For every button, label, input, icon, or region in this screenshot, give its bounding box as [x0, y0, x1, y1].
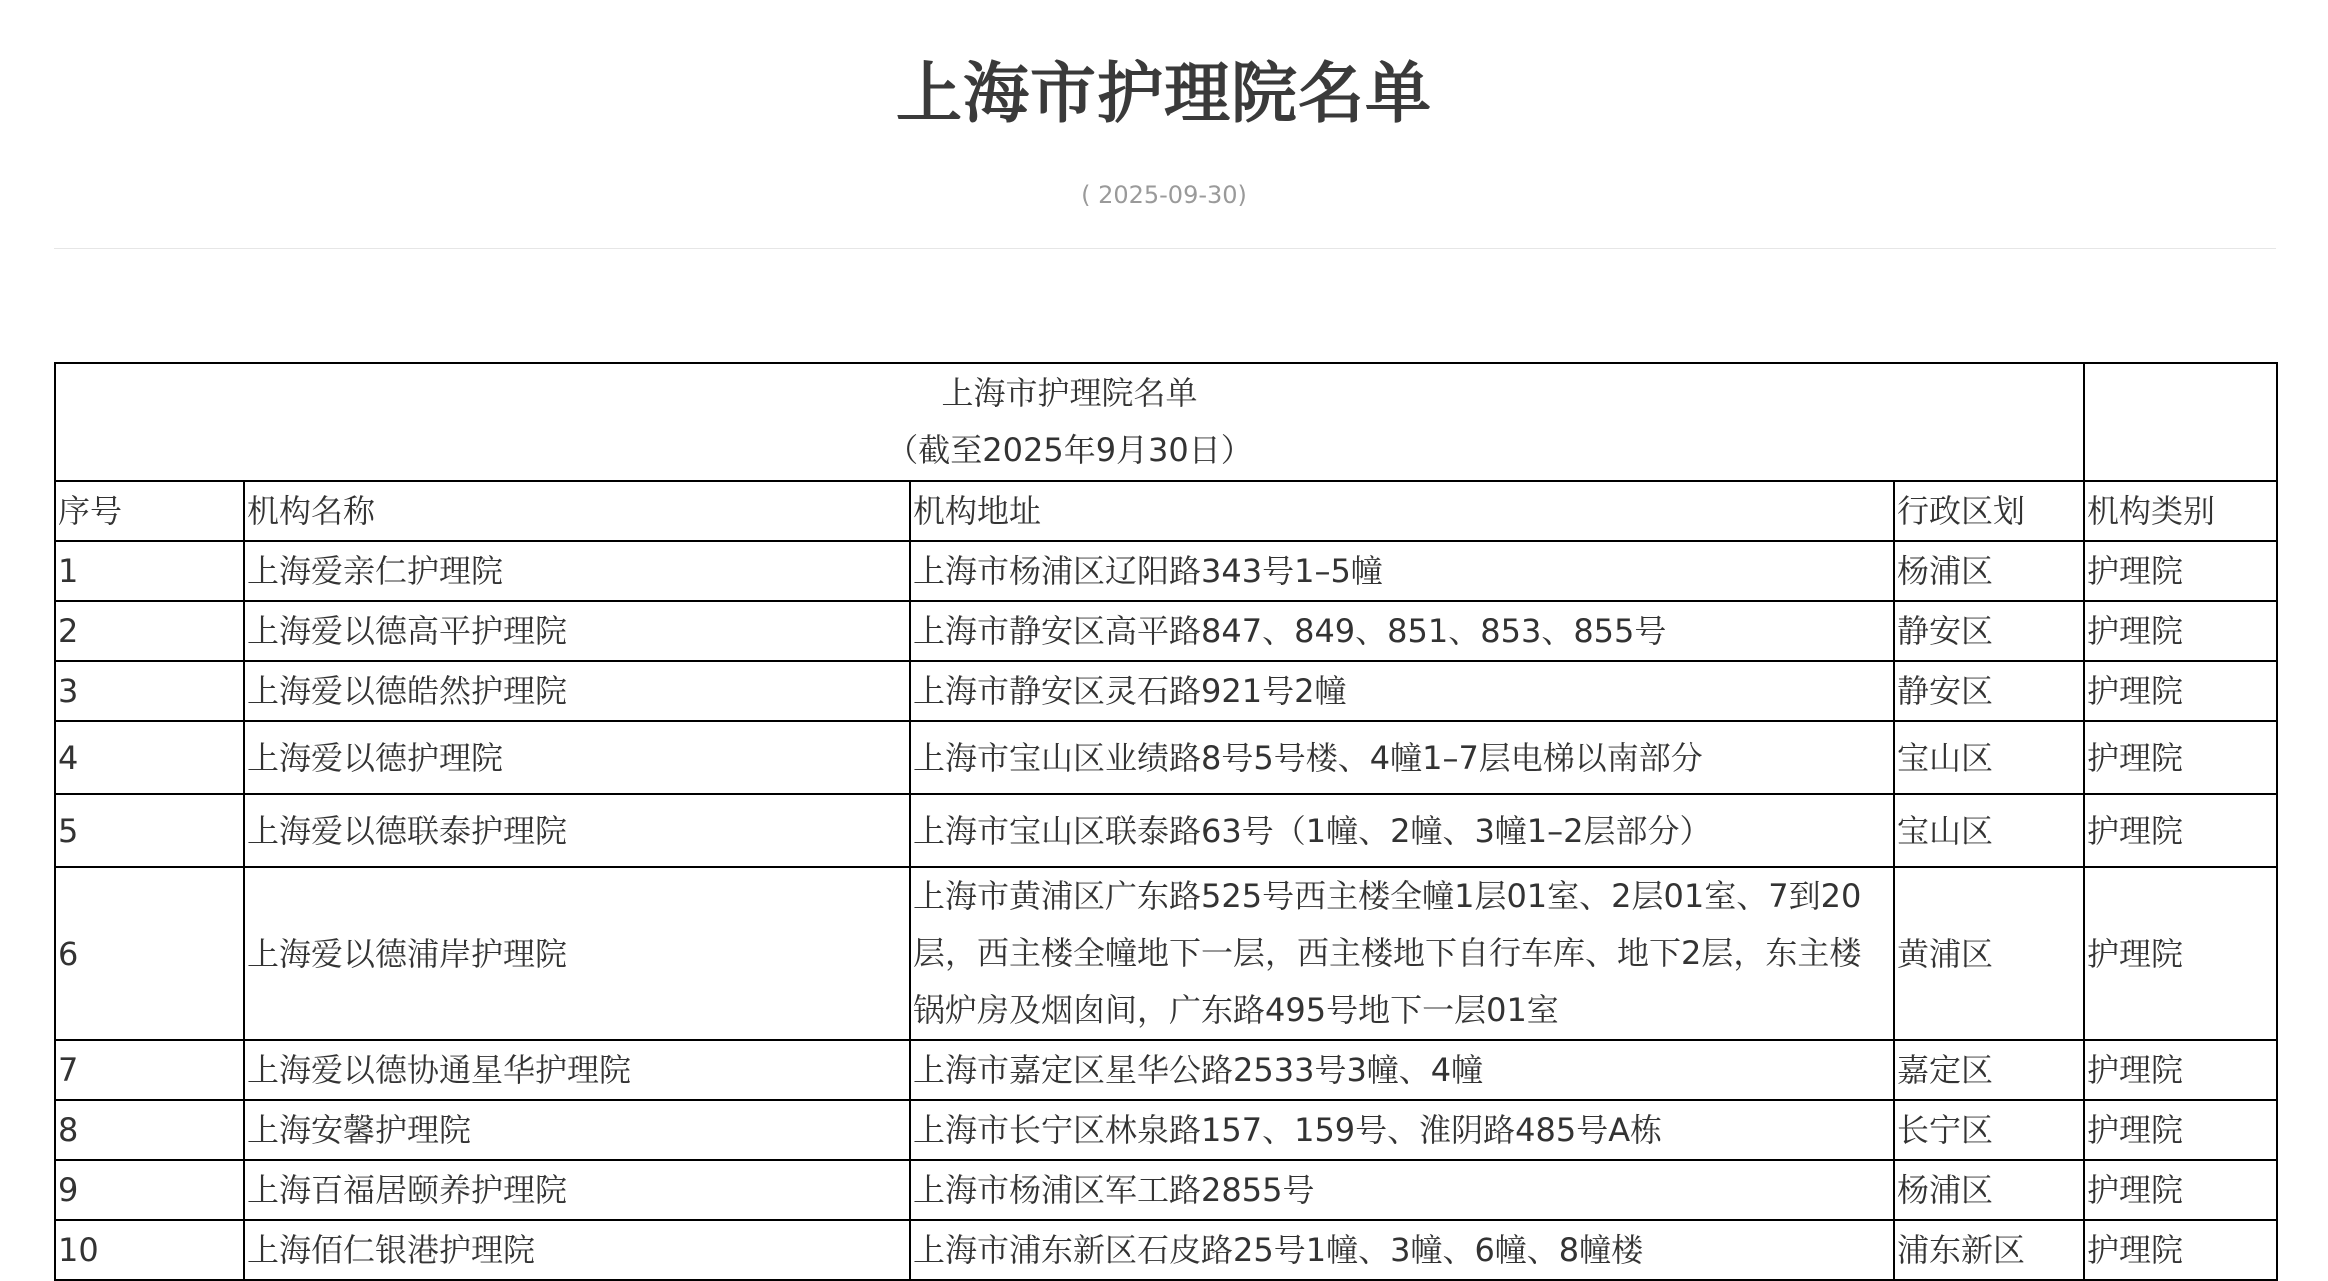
cell-no: 4: [55, 721, 244, 794]
table-caption-title: 上海市护理院名单: [941, 374, 1198, 412]
table-row: [55, 794, 2277, 867]
table-row: [55, 721, 2277, 794]
table-row: [55, 867, 2277, 1040]
cell-address: 上海市宝山区联泰路63号（1幢、2幢、3幢1–2层部分）: [910, 794, 1894, 867]
cell-category: 护理院: [2084, 601, 2277, 661]
cell-district: 浦东新区: [1894, 1220, 2084, 1280]
cell-district: 宝山区: [1894, 794, 2084, 867]
cell-category: 护理院: [2084, 867, 2277, 1040]
cell-no: 6: [55, 867, 244, 1040]
cell-no: 9: [55, 1160, 244, 1220]
cell-name: 上海爱亲仁护理院: [244, 541, 910, 601]
cell-category: 护理院: [2084, 661, 2277, 721]
cell-no: 5: [55, 794, 244, 867]
cell-category: 护理院: [2084, 721, 2277, 794]
cell-name: 上海爱以德协通星华护理院: [244, 1040, 910, 1100]
cell-address: 上海市长宁区林泉路157、159号、淮阴路485号A栋: [910, 1100, 1894, 1160]
page-title: 上海市护理院名单: [896, 55, 1432, 132]
cell-address: 上海市浦东新区石皮路25号1幢、3幢、6幢、8幢楼: [910, 1220, 1894, 1280]
cell-category: 护理院: [2084, 1160, 2277, 1220]
cell-district: 静安区: [1894, 661, 2084, 721]
table-caption-subtitle: （截至2025年9月30日）: [886, 431, 1253, 469]
cell-district: 黄浦区: [1894, 867, 2084, 1040]
cell-address: 上海市静安区高平路847、849、851、853、855号: [910, 601, 1894, 661]
cell-name: 上海佰仁银港护理院: [244, 1220, 910, 1280]
cell-address: 上海市杨浦区军工路2855号: [910, 1160, 1894, 1220]
cell-address: 上海市杨浦区辽阳路343号1–5幢: [910, 541, 1894, 601]
nursing-home-table: [54, 362, 2278, 1281]
cell-district: 嘉定区: [1894, 1040, 2084, 1100]
cell-name: 上海安馨护理院: [244, 1100, 910, 1160]
cell-address: 上海市嘉定区星华公路2533号3幢、4幢: [910, 1040, 1894, 1100]
table-row: [55, 1100, 2277, 1160]
table-row: [55, 1220, 2277, 1280]
cell-no: 7: [55, 1040, 244, 1100]
header-row: [55, 481, 2277, 541]
cell-address: 上海市静安区灵石路921号2幢: [910, 661, 1894, 721]
cell-district: 静安区: [1894, 601, 2084, 661]
table-row: [55, 601, 2277, 661]
header-cell-name: 机构名称: [244, 481, 910, 541]
caption-row: [55, 363, 2277, 481]
cell-address: 上海市黄浦区广东路525号西主楼全幢1层01室、2层01室、7到20层，西主楼全幢地下一层，西主楼地下自行车库、地下2层，东主楼锅炉房及烟囱间，广东路495号地下一层01室: [910, 867, 1894, 1040]
publish-date: ( 2025-09-30): [1081, 181, 1247, 209]
table-row: [55, 1160, 2277, 1220]
cell-no: 1: [55, 541, 244, 601]
cell-category: 护理院: [2084, 794, 2277, 867]
cell-district: 杨浦区: [1894, 541, 2084, 601]
cell-name: 上海爱以德浦岸护理院: [244, 867, 910, 1040]
cell-category: 护理院: [2084, 1100, 2277, 1160]
cell-category: 护理院: [2084, 1220, 2277, 1280]
table-row: [55, 541, 2277, 601]
cell-name: 上海百福居颐养护理院: [244, 1160, 910, 1220]
header-cell-district: 行政区划: [1894, 481, 2084, 541]
cell-district: 杨浦区: [1894, 1160, 2084, 1220]
table-row: [55, 661, 2277, 721]
cell-address: 上海市宝山区业绩路8号5号楼、4幢1–7层电梯以南部分: [910, 721, 1894, 794]
header-cell-no: 序号: [55, 481, 244, 541]
cell-no: 2: [55, 601, 244, 661]
cell-district: 长宁区: [1894, 1100, 2084, 1160]
cell-no: 10: [55, 1220, 244, 1280]
divider: [54, 248, 2276, 249]
cell-name: 上海爱以德护理院: [244, 721, 910, 794]
cell-name: 上海爱以德高平护理院: [244, 601, 910, 661]
table-row: [55, 1040, 2277, 1100]
cell-no: 3: [55, 661, 244, 721]
cell-category: 护理院: [2084, 541, 2277, 601]
table-body: [55, 363, 2277, 1280]
header-cell-category: 机构类别: [2084, 481, 2277, 541]
cell-name: 上海爱以德皓然护理院: [244, 661, 910, 721]
cell-category: 护理院: [2084, 1040, 2277, 1100]
table-caption: [55, 363, 2084, 481]
cell-district: 宝山区: [1894, 721, 2084, 794]
cell-name: 上海爱以德联泰护理院: [244, 794, 910, 867]
caption-empty-cell: [2084, 363, 2277, 481]
header-cell-address: 机构地址: [910, 481, 1894, 541]
cell-no: 8: [55, 1100, 244, 1160]
